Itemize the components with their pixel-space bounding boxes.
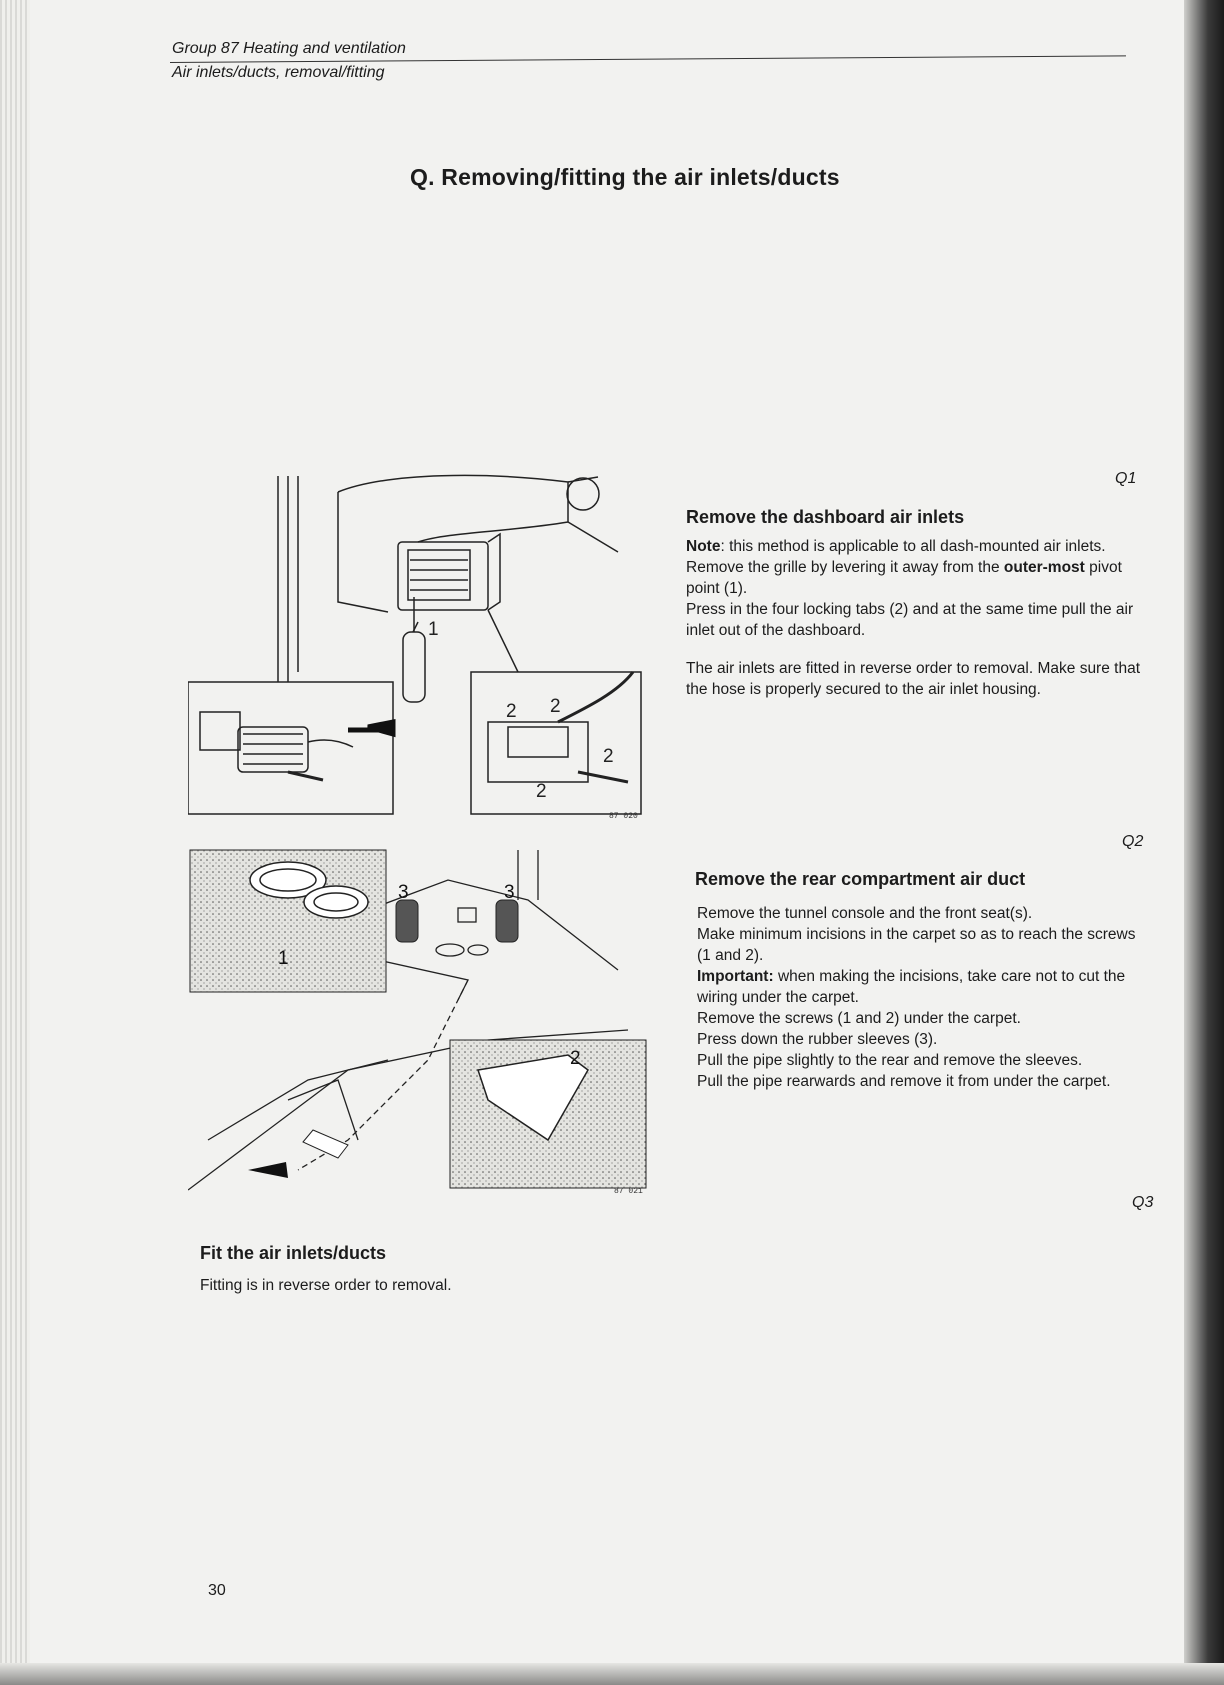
figure-dashboard-air-inlet: [188, 472, 644, 824]
text-run: Remove the screws (1 and 2) under the carpet.: [697, 1010, 1021, 1027]
text-run: : this method is applicable to all dash-mounted air inlets.: [720, 538, 1106, 555]
text-run: Remove the grille by levering it away from the: [686, 559, 1004, 576]
figure-rear-air-duct: [188, 840, 648, 1200]
running-header-topic: Air inlets/ducts, removal/fitting: [172, 64, 385, 81]
figure-code: 87 021: [614, 1187, 643, 1196]
callout-fig2-2: 2: [570, 1048, 581, 1069]
bold-text: Important:: [697, 968, 774, 985]
text-run: Press in the four locking tabs (2) and at the same time pull the air inlet out of the dashboard.: [686, 601, 1134, 639]
section-ref-q3: Q3: [1132, 1194, 1154, 1211]
text-run: The air inlets are fitted in reverse order to removal. Make sure that the hose is properly secured to the air inlet housing.: [686, 660, 1141, 698]
paragraph: [697, 1071, 1153, 1092]
paragraph: [697, 966, 1153, 1008]
page-number: 30: [208, 1582, 226, 1599]
section-title-q1: Remove the dashboard air inlets: [686, 507, 965, 527]
text-run: Remove the tunnel console and the front seat(s).: [697, 905, 1033, 922]
section-title-q3: Fit the air inlets/ducts: [200, 1243, 387, 1263]
paragraph: [686, 536, 1148, 557]
page-edge-bottom: [0, 1663, 1224, 1685]
text-run: Press down the rubber sleeves (3).: [697, 1031, 938, 1048]
section-ref-q1: Q1: [1115, 470, 1137, 487]
page-edge-left: [0, 0, 30, 1685]
text-run: Make minimum incisions in the carpet so as to reach the screws (1 and 2).: [697, 926, 1136, 964]
paragraph: [697, 924, 1153, 966]
paragraph: [686, 599, 1148, 641]
text-run: pivot point (1).: [686, 559, 1122, 597]
callout-2b: 2: [550, 696, 561, 717]
paragraph: [686, 658, 1148, 700]
section-title-q2: Remove the rear compartment air duct: [695, 869, 1026, 889]
paragraph: [697, 1050, 1153, 1071]
figure-code: 87 020: [609, 812, 638, 821]
text-run: Fitting is in reverse order to removal.: [200, 1277, 452, 1294]
paragraph: [697, 903, 1153, 924]
callout-2a: 2: [506, 701, 517, 722]
rear-air-duct-illustration: [188, 840, 648, 1200]
bold-text: Note: [686, 538, 721, 555]
callout-2d: 2: [536, 781, 547, 802]
section-body-q1: [686, 536, 1148, 700]
text-run: Pull the pipe rearwards and remove it from under the carpet.: [697, 1073, 1111, 1090]
callout-fig2-3a: 3: [398, 882, 409, 903]
text-run: Pull the pipe slightly to the rear and remove the sleeves.: [697, 1052, 1083, 1069]
callout-fig2-3b: 3: [504, 882, 515, 903]
bold-text: outer-most: [1003, 559, 1085, 576]
callout-1: 1: [428, 619, 439, 640]
callout-fig2-1: 1: [278, 948, 289, 969]
text-run: when making the incisions, take care not to cut the wiring under the carpet.: [697, 968, 1126, 1006]
running-header-group: Group 87 Heating and ventilation: [172, 40, 406, 57]
section-body-q3: [200, 1275, 662, 1296]
paragraph: [686, 557, 1148, 599]
dashboard-air-inlet-illustration: [188, 472, 644, 824]
paragraph: [697, 1029, 1153, 1050]
section-ref-q2: Q2: [1122, 833, 1144, 850]
section-body-q2: [697, 903, 1153, 1092]
paragraph: [697, 1008, 1153, 1029]
page-title: Q. Removing/fitting the air inlets/ducts: [410, 164, 840, 190]
callout-2c: 2: [603, 746, 614, 767]
paragraph: [200, 1275, 662, 1296]
page-edge-right: [1184, 0, 1224, 1685]
